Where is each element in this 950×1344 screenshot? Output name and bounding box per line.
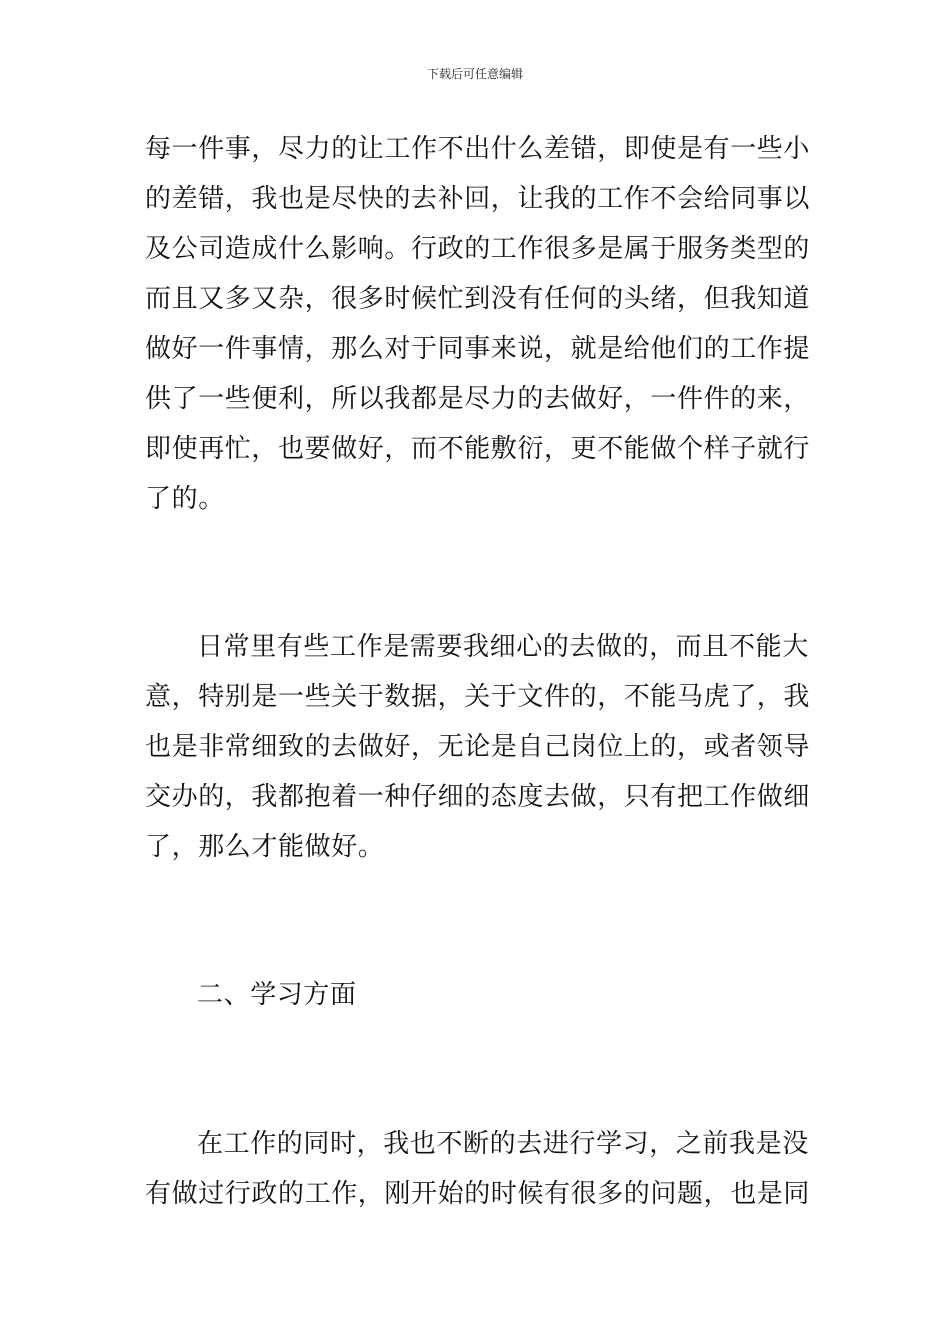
paragraph-3-line-1: 在工作的同时，我也不断的去进行学习，之前我是没 [197,1129,809,1159]
paragraph-1-line-3: 及公司造成什么影响。行政的工作很多是属于服务类型的 [145,234,811,264]
paragraph-1-line-1: 每一件事，尽力的让工作不出什么差错，即使是有一些小 [145,134,811,164]
paragraph-1-line-2: 的差错，我也是尽快的去补回，让我的工作不会给同事以 [145,184,811,214]
paragraph-2-line-2: 意，特别是一些关于数据，关于文件的，不能马虎了，我 [145,682,811,712]
paragraph-3-line-2: 有做过行政的工作，刚开始的时候有很多的问题，也是同 [145,1179,811,1209]
paragraph-2-line-3: 也是非常细致的去做好，无论是自己岗位上的，或者领导 [145,732,811,762]
paragraph-1-line-4: 而且又多又杂，很多时候忙到没有任何的头绪，但我知道 [145,284,811,314]
paragraph-1-line-8: 了的。 [145,484,225,514]
paragraph-2-line-4: 交办的，我都抱着一种仔细的态度去做，只有把工作做细 [145,782,811,812]
paragraph-2-line-5: 了，那么才能做好。 [145,832,385,862]
section-heading: 二、学习方面 [197,980,357,1010]
paragraph-1-line-6: 供了一些便利，所以我都是尽力的去做好，一件件的来， [145,384,811,414]
paragraph-1-line-5: 做好一件事情，那么对于同事来说，就是给他们的工作提 [145,334,811,364]
paragraph-2-line-1: 日常里有些工作是需要我细心的去做的，而且不能大 [197,632,809,662]
page-header: 下载后可任意编辑 [426,67,523,81]
paragraph-1-line-7: 即使再忙，也要做好，而不能敷衍，更不能做个样子就行 [145,434,811,464]
